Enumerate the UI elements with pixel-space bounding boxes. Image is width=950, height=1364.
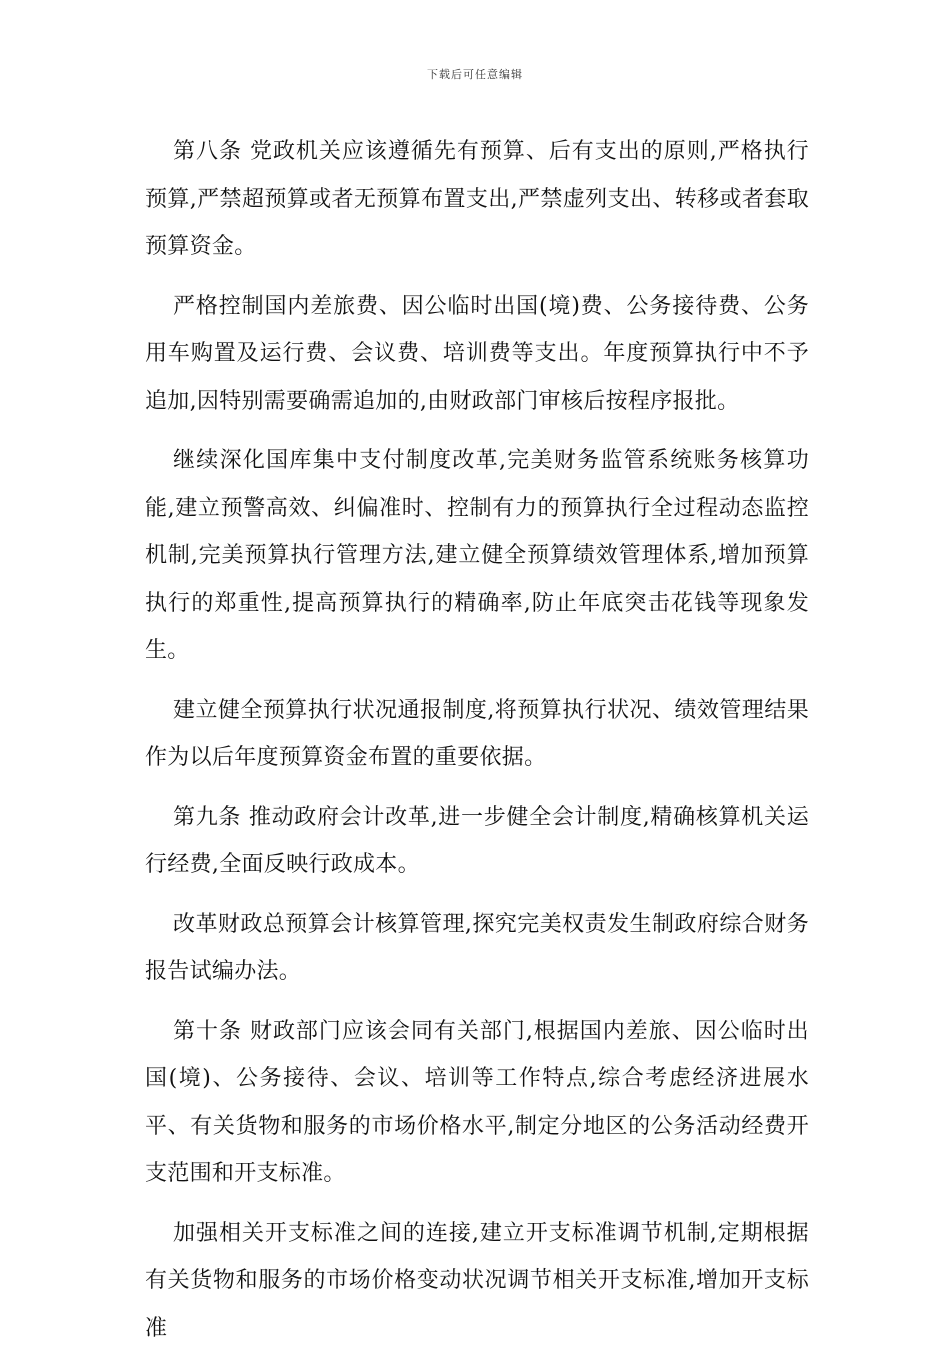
paragraph-treasury-reform: 继续深化国库集中支付制度改革,完美财务监管系统账务核算功能,建立预警高效、纠偏准时、控制有力的预算执行全过程动态监控机制,完美预算执行管理方法,建立健全预算绩效管理体系,增加预算执行的郑重性,提高预算执行的精确率,防止年底突击花钱等现象发生。 (145, 448, 809, 663)
paragraph-budget-reporting: 建立健全预算执行状况通报制度,将预算执行状况、绩效管理结果作为以后年度预算资金布置的重要依据。 (145, 697, 809, 770)
header-note: 下载后可任意编辑 (427, 68, 523, 81)
document-body (145, 128, 809, 1364)
paragraph-article-8: 第八条 党政机关应该遵循先有预算、后有支出的原则,严格执行预算,严禁超预算或者无预算布置支出,严禁虚列支出、转移或者套取预算资金。 (145, 139, 809, 259)
paragraph-article-9: 第九条 推动政府会计改革,进一步健全会计制度,精确核算机关运行经费,全面反映行政成本。 (145, 804, 809, 877)
paragraph-article-10: 第十条 财政部门应该会同有关部门,根据国内差旅、因公临时出国(境)、公务接待、会议、培训等工作特点,综合考虑经济进展水平、有关货物和服务的市场价格水平,制定分地区的公务活动经费开支范围和开支标准。 (145, 1018, 809, 1186)
paragraph-accounting-reform: 改革财政总预算会计核算管理,探究完美权责发生制政府综合财务报告试编办法。 (145, 911, 809, 984)
paragraph-expense-control: 严格控制国内差旅费、因公临时出国(境)费、公务接待费、公务用车购置及运行费、会议费、培训费等支出。年度预算执行中不予追加,因特别需要确需追加的,由财政部门审核后按程序报批。 (145, 293, 809, 414)
paragraph-standard-adjustment: 加强相关开支标准之间的连接,建立开支标准调节机制,定期根据有关货物和服务的市场价格变动状况调节相关开支标准,增加开支标准 (145, 1220, 809, 1341)
